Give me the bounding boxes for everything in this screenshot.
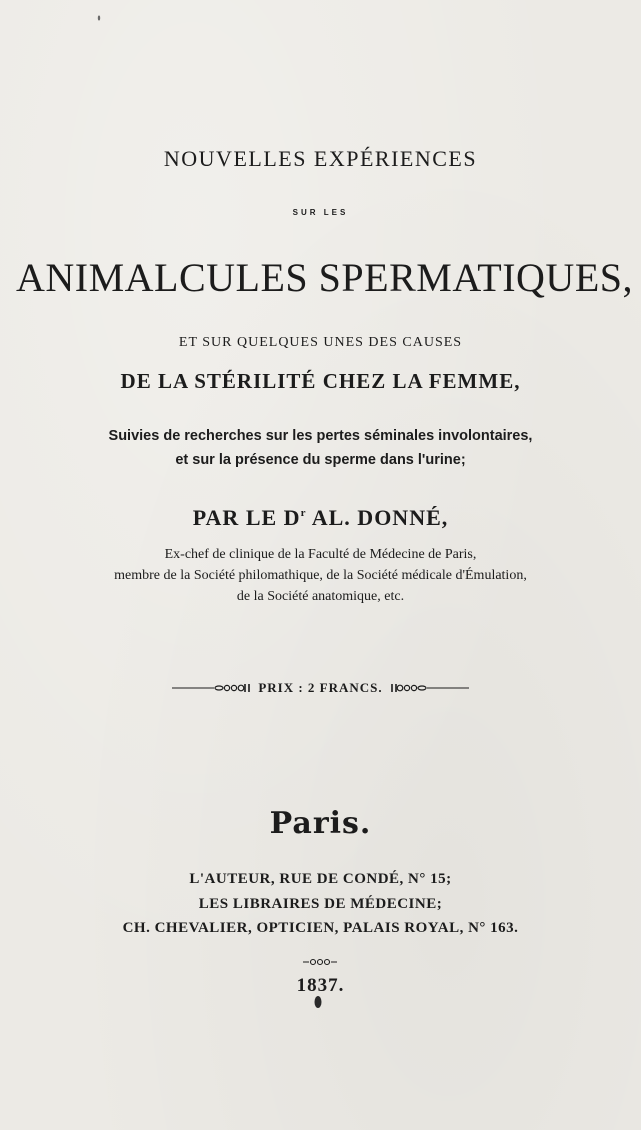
credentials-line-3: de la Société anatomique, etc.	[236, 589, 405, 604]
library-stamp-mark-icon	[313, 995, 323, 1009]
author-line	[0, 505, 641, 531]
publication-year: 1837.	[296, 975, 345, 996]
author-prefix: PAR LE D	[192, 505, 301, 530]
right-ornament-icon	[389, 683, 469, 693]
subtitle-line-2: et sur la présence du sperme dans l'urine;	[175, 452, 466, 468]
sur-les-label: SUR LES	[292, 208, 349, 217]
author-name: AL. DONNÉ,	[306, 505, 449, 530]
paper-speck-icon	[96, 14, 102, 22]
publisher-line-3: CH. CHEVALIER, OPTICIEN, PALAIS ROYAL, N° 163.	[122, 920, 519, 936]
title-line-1: NOUVELLES EXPÉRIENCES	[163, 146, 478, 171]
title-line-2: ANIMALCULES SPERMATIQUES,	[16, 255, 633, 300]
left-ornament-icon	[172, 683, 252, 693]
price-row	[0, 680, 641, 696]
small-ornament-icon	[303, 958, 337, 966]
subtitle-line-1: Suivies de recherches sur les pertes séminales involontaires,	[108, 428, 533, 444]
city-name: Paris.	[269, 806, 372, 841]
publisher-line-1: L'AUTEUR, RUE DE CONDÉ, N° 15;	[189, 871, 452, 887]
title-line-3: ET SUR QUELQUES UNES DES CAUSES	[178, 335, 463, 350]
credentials-line-2: membre de la Société philomathique, de la Société médicale d'Émulation,	[114, 568, 527, 583]
publisher-line-2: LES LIBRAIRES DE MÉDECINE;	[198, 896, 443, 912]
credentials-line-1: Ex-chef de clinique de la Faculté de Médecine de Paris,	[164, 547, 477, 562]
author-title-sup: r	[300, 507, 307, 519]
price-text: PRIX : 2 FRANCS.	[258, 680, 383, 695]
title-line-4: DE LA STÉRILITÉ CHEZ LA FEMME,	[120, 369, 521, 393]
